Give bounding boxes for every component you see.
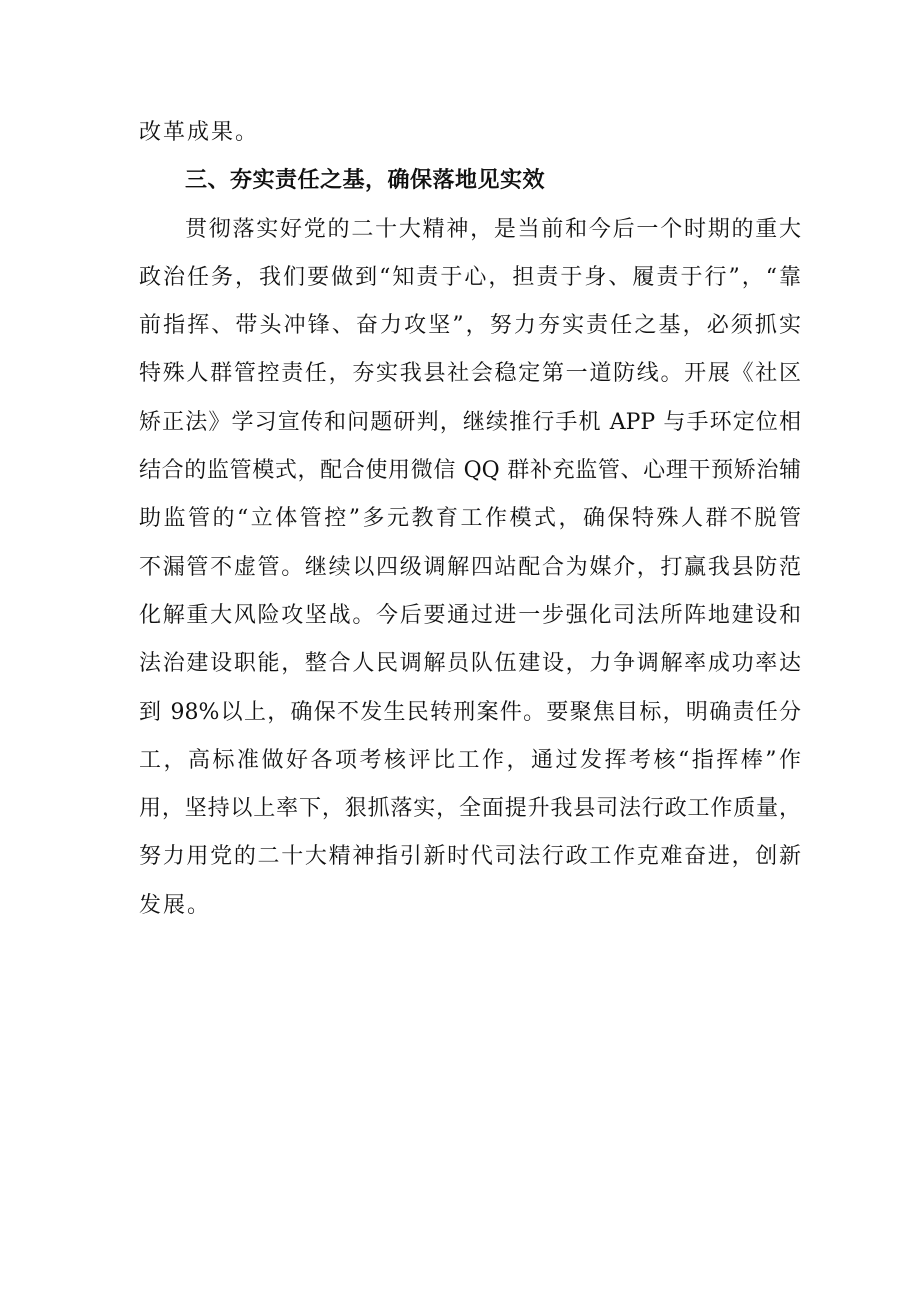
- paragraph-line: 工，高标准做好各项考核评比工作，通过发挥考核“指挥棒”作: [139, 747, 801, 773]
- previous-paragraph-tail: 改革成果。: [139, 120, 260, 145]
- paragraph-line: 用，坚持以上率下，狠抓落实，全面提升我县司法行政工作质量，: [139, 796, 801, 822]
- document-body: [139, 109, 801, 930]
- paragraph-line: 矫正法》学习宣传和问题研判，继续推行手机 APP 与手环定位相: [139, 409, 801, 435]
- section-heading: 三、夯实责任之基，确保落地见实效: [185, 168, 546, 194]
- paragraph-line-last: 发展。: [139, 892, 212, 918]
- paragraph-line: 贯彻落实好党的二十大精神，是当前和今后一个时期的重大: [185, 216, 801, 242]
- paragraph-line: 到 98%以上，确保不发生民转刑案件。要聚焦目标，明确责任分: [139, 699, 801, 725]
- paragraph-line: 特殊人群管控责任，夯实我县社会稳定第一道防线。开展《社区: [139, 361, 801, 387]
- paragraph-line: 前指挥、带头冲锋、奋力攻坚”，努力夯实责任之基，必须抓实: [139, 313, 801, 339]
- paragraph-line: 法治建设职能，整合人民调解员队伍建设，力争调解率成功率达: [139, 651, 801, 677]
- paragraph-line: 努力用党的二十大精神指引新时代司法行政工作克难奋进，创新: [139, 844, 801, 870]
- paragraph-line: 助监管的“立体管控”多元教育工作模式，确保特殊人群不脱管: [139, 506, 801, 532]
- paragraph-line: 化解重大风险攻坚战。今后要通过进一步强化司法所阵地建设和: [139, 602, 801, 628]
- paragraph-line: 不漏管不虚管。继续以四级调解四站配合为媒介，打赢我县防范: [139, 554, 801, 580]
- paragraph-line: 结合的监管模式，配合使用微信 QQ 群补充监管、心理干预矫治辅: [139, 458, 801, 484]
- paragraph-line: 政治任务，我们要做到“知责于心，担责于身、履责于行”，“靠: [139, 264, 801, 290]
